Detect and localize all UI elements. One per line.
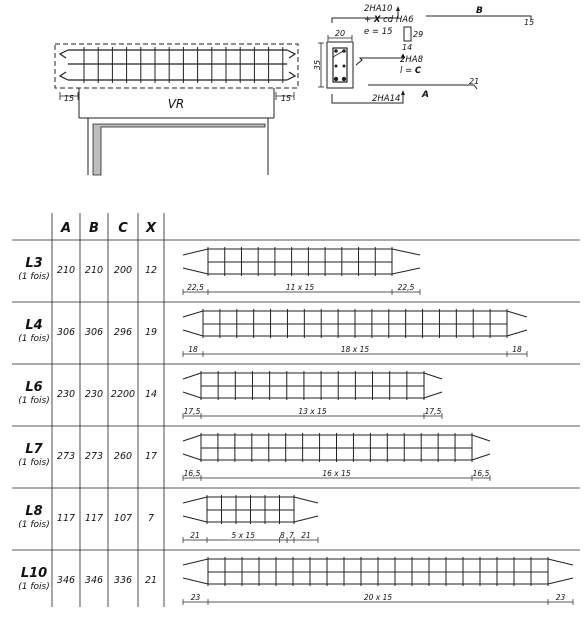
table-row [18, 557, 573, 605]
dim-right: 18 [512, 345, 522, 354]
row-quantity: (1 fois) [18, 272, 50, 282]
beam-detail-drawing [0, 0, 585, 185]
cell-a: 117 [56, 513, 76, 524]
cell-b: 306 [84, 327, 104, 338]
cell-x: 19 [144, 327, 158, 338]
cell-b: 273 [84, 451, 104, 462]
cell-b: 210 [84, 265, 104, 276]
right-overhang-dim: 15 [280, 94, 292, 103]
section-height-dim: 35 [313, 59, 322, 71]
stirrup-cage [183, 557, 573, 586]
cell-a: 273 [56, 451, 76, 462]
stirrup-cage [183, 495, 318, 524]
dim-extra-2: 7 [289, 531, 294, 540]
cell-c: 296 [113, 327, 133, 338]
beam-stirrups [84, 47, 283, 83]
dim-left: 16,5 [183, 469, 201, 478]
row-quantity: (1 fois) [18, 396, 50, 406]
column-header-a: A [60, 221, 72, 236]
bar-hook [183, 268, 208, 274]
bar-hook [183, 311, 203, 317]
row-name: L4 [25, 318, 43, 333]
bar-hook [392, 268, 420, 274]
length-label: l = C [400, 66, 422, 76]
dim-left: 22,5 [187, 283, 204, 292]
stirrup-cage [183, 371, 442, 400]
stirrup-cage [183, 309, 527, 338]
cell-c: 2200 [110, 389, 136, 400]
top-bars-label: 2HA10 [364, 4, 393, 14]
bar-hook [183, 392, 201, 398]
bar-hook [294, 516, 318, 522]
row-quantity: (1 fois) [18, 520, 50, 530]
column-header-b: B [89, 221, 99, 236]
stirrup-cage [183, 433, 490, 462]
row-name: L3 [25, 256, 43, 271]
dim-middle: 20 x 15 [363, 593, 393, 602]
table-row [18, 433, 490, 481]
beam-longitudinal-bars [60, 50, 295, 80]
dim-right: 22,5 [397, 283, 415, 292]
dim-21: 21 [469, 77, 480, 86]
bar-hook [472, 435, 490, 441]
row-name: L7 [25, 442, 43, 457]
cell-c: 336 [113, 575, 133, 586]
bar-hook [424, 373, 442, 379]
cell-x: 14 [144, 389, 158, 400]
table-row [18, 309, 527, 357]
row-quantity: (1 fois) [18, 582, 50, 592]
bar-hook [183, 454, 201, 460]
bar-hook [183, 578, 208, 584]
label-a: A [422, 90, 429, 100]
cell-x: 12 [144, 265, 158, 276]
cell-a: 230 [56, 389, 76, 400]
bar-hook [294, 497, 318, 503]
dim-middle: 18 x 15 [340, 345, 370, 354]
dim-left: 17,5 [183, 407, 201, 416]
dim-right: 16,5 [472, 469, 490, 478]
dim-extra-1: 8 [279, 531, 285, 540]
bar-hook [548, 578, 573, 584]
cell-b: 117 [84, 513, 104, 524]
row-name: L6 [25, 380, 43, 395]
bar-hook [507, 311, 527, 317]
dim-left: 18 [188, 345, 198, 354]
dim-right: 17,5 [424, 407, 442, 416]
label-b: B [476, 6, 483, 16]
dim-15: 15 [524, 18, 535, 27]
bar-hook [507, 330, 527, 336]
cell-a: 346 [56, 575, 76, 586]
cell-x: 21 [144, 575, 158, 586]
wall-section [88, 118, 268, 175]
dim-left: 21 [190, 531, 200, 540]
bar-hook [183, 249, 208, 255]
cell-b: 346 [84, 575, 104, 586]
stirrups-label: + X cd HA6 [364, 15, 414, 25]
cell-c: 200 [113, 265, 133, 276]
dim-middle: 11 x 15 [285, 283, 315, 292]
cell-a: 210 [56, 265, 76, 276]
bar-hook [183, 516, 207, 522]
left-overhang-dim: 15 [63, 94, 75, 103]
bar-hook [424, 392, 442, 398]
cell-x: 7 [147, 513, 155, 524]
section-width-dim: 20 [334, 29, 346, 38]
dim-middle: 13 x 15 [298, 407, 327, 416]
column-header-c: C [118, 221, 128, 236]
column-header-x: X [145, 221, 157, 236]
cell-b: 230 [84, 389, 104, 400]
cell-a: 306 [56, 327, 76, 338]
stirrup-width-dim: 14 [402, 43, 413, 52]
dim-right: 23 [555, 593, 566, 602]
bar-hook [183, 497, 207, 503]
dim-middle: 5 x 15 [231, 531, 256, 540]
cell-c: 107 [113, 513, 133, 524]
cell-c: 260 [113, 451, 133, 462]
stirrup-schedule-table [0, 205, 585, 617]
beam-label: VR [167, 97, 185, 111]
row-name: L8 [25, 504, 43, 519]
bar-hook [183, 373, 201, 379]
bar-hook [472, 454, 490, 460]
stirrup-height-dim: 29 [413, 30, 424, 39]
dim-middle: 16 x 15 [322, 469, 351, 478]
bar-hook [392, 249, 420, 255]
dim-right: 21 [301, 531, 311, 540]
bar-hook [548, 559, 573, 565]
row-quantity: (1 fois) [18, 334, 50, 344]
table-row [18, 371, 442, 419]
table-row [18, 247, 420, 295]
table-row [18, 495, 318, 543]
mid-bars-label: 2HA8 [400, 55, 424, 65]
bar-hook [183, 330, 203, 336]
stirrup-cage [183, 247, 420, 276]
spacing-label: e = 15 [364, 27, 393, 37]
dim-left: 23 [190, 593, 201, 602]
bar-hook [183, 435, 201, 441]
row-quantity: (1 fois) [18, 458, 50, 468]
cell-x: 17 [144, 451, 158, 462]
bottom-bars-label: 2HA14 [372, 94, 401, 104]
bar-hook [183, 559, 208, 565]
row-name: L10 [20, 566, 48, 581]
bar-shapes [332, 11, 531, 103]
